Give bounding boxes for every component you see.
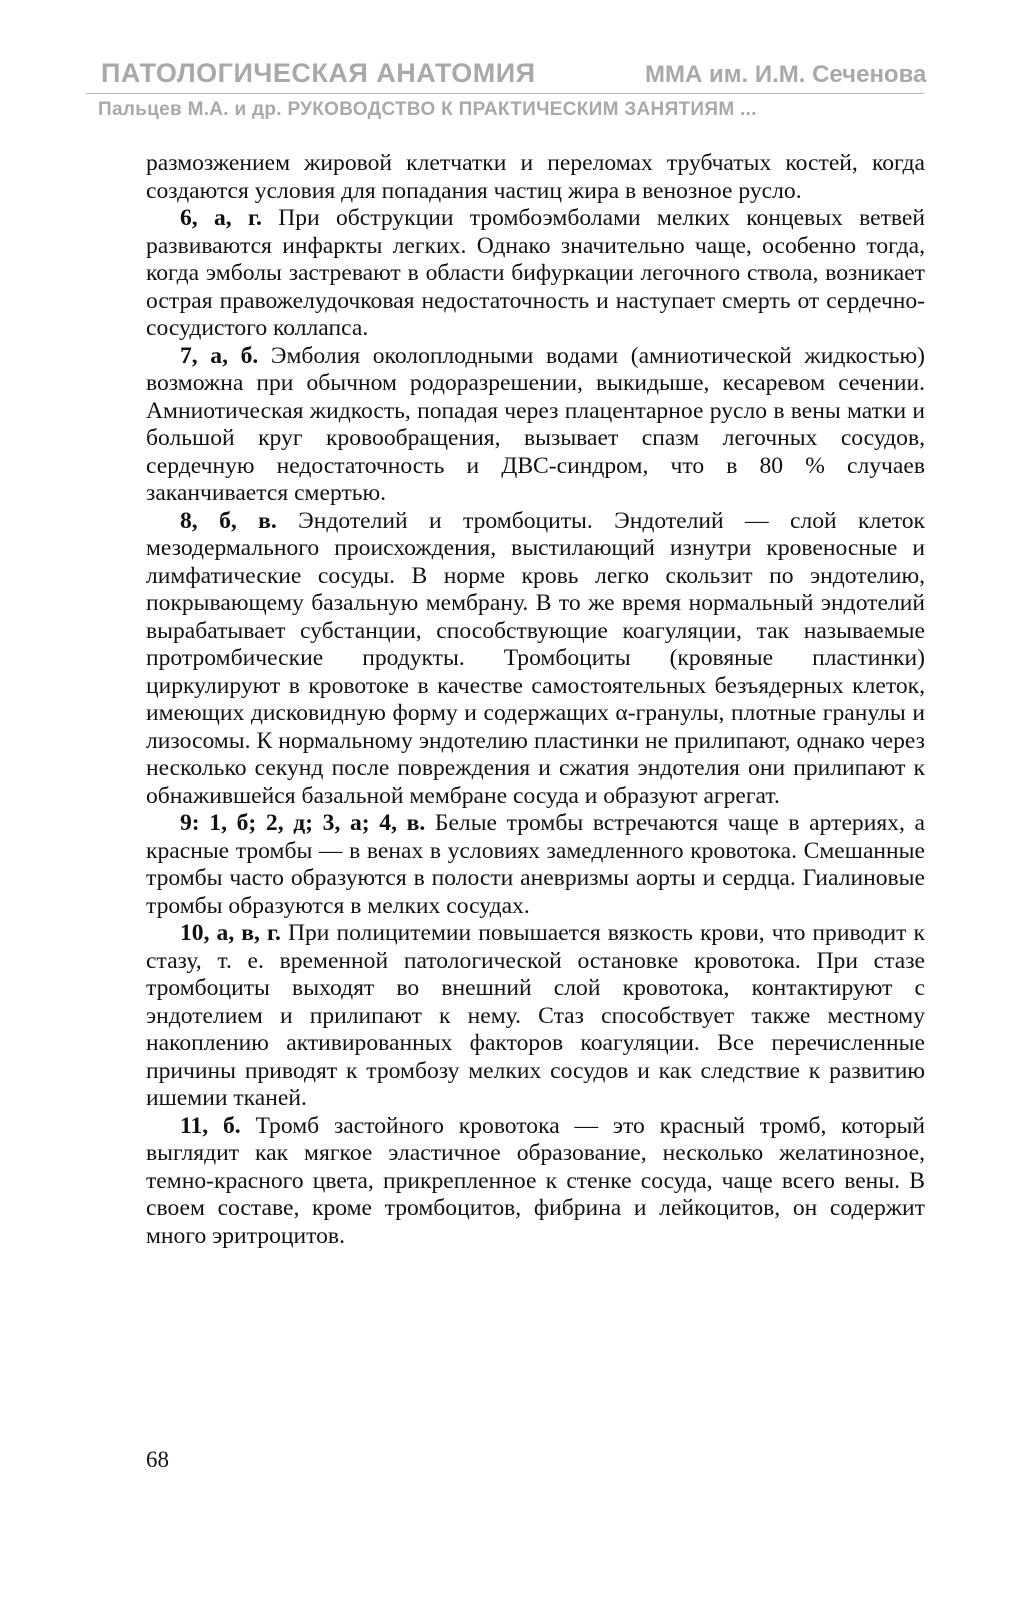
answer-label: 10, а, в, г. [180,920,281,946]
answer-label: 6, а, г. [180,205,262,231]
page-number: 68 [146,1447,169,1472]
paragraph-text: При полицитемии повышается вязкость крови, что приводит к стазу, т. е. временной патологической остановке кровотока. При стазе тромбоциты выходят во внешний слой кровотока, контактируют с эндотелием и прилипают к нему. Стаз способствует также местному накоплению активированных факторов коагуляции. Все перечисленные причины приводят к тромбозу мелких сосудов и как следствие к развитию ишемии тканей. [146,920,925,1111]
paragraph-text: Эндотелий и тромбоциты. Эндотелий — слой клеток мезодермального происхождения, выстилающий изнутри кровеносные и лимфатические сосуды. В норме кровь легко скользит по эндотелию, покрывающему базальную мембрану. В то же время нормальный эндотелий вырабатывает субстанции, способствующие коагуляции, так называемые протромбические продукты. Тромбоциты (кровяные пластинки) циркулируют в кровотоке в качестве самостоятельных безъядерных клеток, имеющих дисковидную форму и содержащих α-гранулы, плотные гранулы и лизосомы. К нормальному эндотелию пластинки не прилипают, однако через несколько секунд после повреждения и сжатия эндотелия они прилипают к обнажившейся базальной мембране сосуда и образуют агрегат. [146,507,926,809]
answer-11 [146,1113,925,1251]
paragraph-text: При обструкции тромбоэмболами мелких концевых ветвей развиваются инфаркты легких. Однако значительно чаще, особенно тогда, когда эмболы застревают в области бифуркации легочного ствола, возникает острая правожелудочковая недостаточность и наступает смерть от сердечно-сосудистого коллапса. [146,205,926,341]
header-divider [86,93,924,94]
answer-label: 8, б, в. [180,507,277,534]
running-header-subtitle: Пальцев М.А. и др. РУКОВОДСТВО К ПРАКТИЧЕСКИМ ЗАНЯТИЯМ ... [98,99,757,120]
answer-label: 11, б. [180,1112,241,1139]
paragraph-text: размозжением жировой клетчатки и переломах трубчатых костей, когда создаются условия для попадания частиц жира в венозное русло. [146,150,925,204]
paragraph-continuation [146,150,925,205]
paragraph-text: Тромб застойного кровотока — это красный тромб, который выглядит как мягкое эластичное образование, несколько желатинозное, темно-красного цвета, прикрепленное к стенке сосуда, чаще всего вены. В своем составе, кроме тромбоцитов, фибрина и лейкоцитов, он содержит много эритроцитов. [146,1112,925,1249]
paragraph-text: Эмболия околоплодными водами (амниотической жидкостью) возможна при обычном родоразрешении, выкидыше, кесаревом сечении. Амниотическая жидкость, попадая через плацентарное русло в вены матки и большой круг кровообращения, вызывает спазм легочных сосудов, сердечную недостаточность и ДВС-синдром, что в 80 % случаев заканчивается смертью. [146,342,925,506]
answer-10 [146,920,925,1113]
running-header-title: ПАТОЛОГИЧЕСКАЯ АНАТОМИЯ [101,58,536,88]
answer-6 [146,205,925,343]
answer-label: 7, а, б. [180,342,259,369]
answer-7 [146,343,925,508]
paragraph-text: Белые тромбы встречаются чаще в артериях, а красные тромбы — в венах в условиях замедленного кровотока. Смешанные тромбы часто образуются в полости аневризмы аорты и сердца. Гиалиновые тромбы образуются в мелких сосудах. [146,810,925,919]
answer-8 [146,508,925,811]
body-text [146,150,925,1250]
answer-9 [146,810,925,920]
running-header-institution: ММА им. И.М. Сеченова [645,61,927,88]
answer-label: 9: 1, б; 2, д; 3, а; 4, в. [180,810,426,836]
